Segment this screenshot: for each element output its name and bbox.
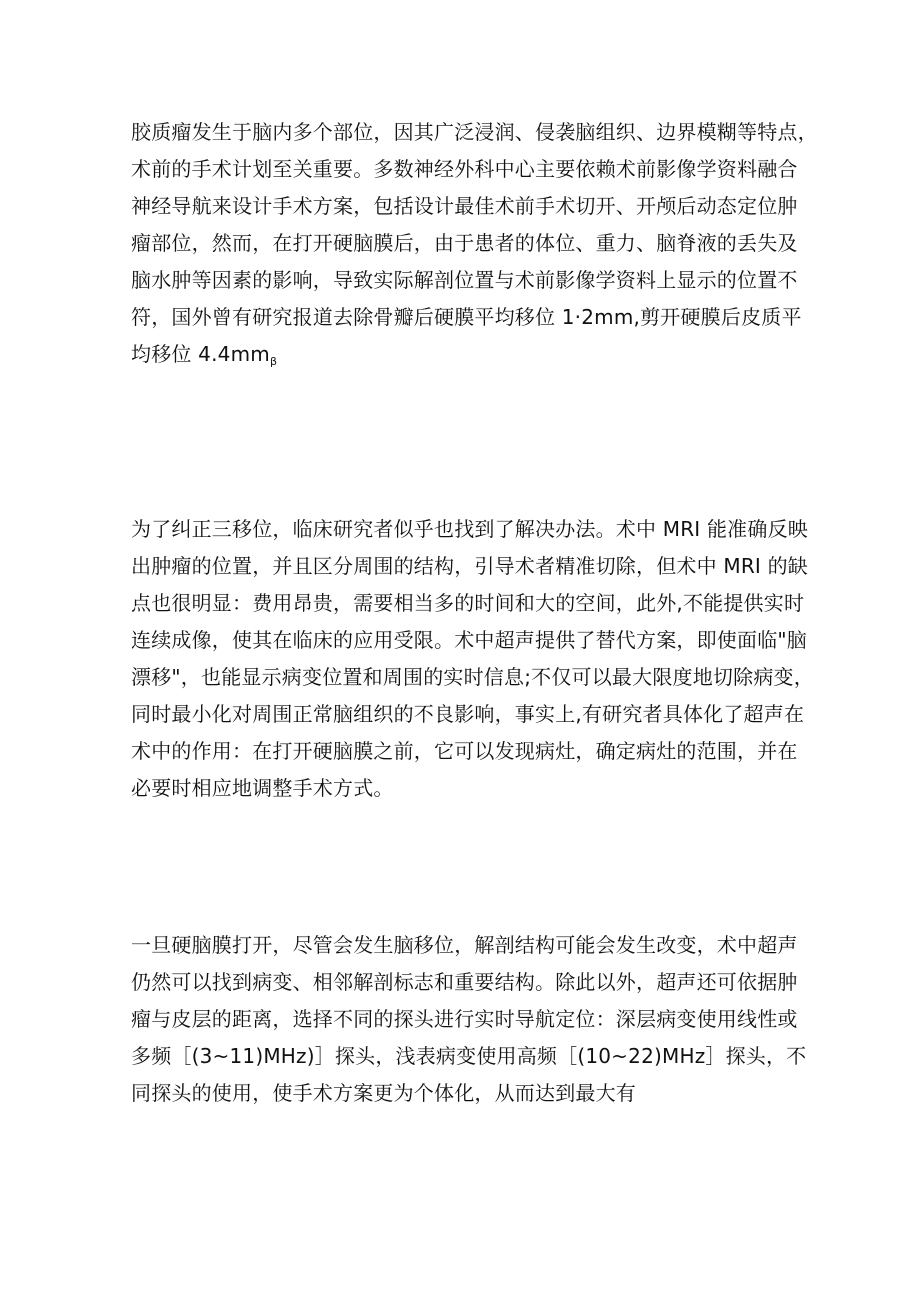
reference-marker: β xyxy=(269,355,278,368)
paragraph-line: 仍然可以找到病变、相邻解剖标志和重要结构。除此以外，超声还可依据肿 xyxy=(131,970,798,994)
paragraph-line: 出肿瘤的位置，并且区分周围的结构，引导术者精准切除，但术中 MRI 的缺 xyxy=(131,554,808,578)
paragraph-line: 一旦硬脑膜打开，尽管会发生脑移位，解剖结构可能会发生改变，术中超声 xyxy=(131,933,798,957)
paragraph-line: 多频［(3~11)MHz)］探头，浅表病变使用高频［(10~22)MHz］探头，不 xyxy=(131,1044,807,1068)
paragraph-line: 连续成像，使其在临床的应用受限。术中超声提供了替代方案，即使面临"脑 xyxy=(131,628,807,652)
paragraph-line: 点也很明显：费用昂贵，需要相当多的时间和大的空间，此外,不能提供实时 xyxy=(131,591,805,615)
paragraph-2 xyxy=(131,511,821,807)
paragraph-line: 漂移"，也能显示病变位置和周围的实时信息;不仅可以最大限度地切除病变， xyxy=(131,665,814,689)
paragraph-line: 必要时相应地调整手术方式。 xyxy=(131,776,394,800)
paragraph-line: 同探头的使用，使手术方案更为个体化，从而达到最大有 xyxy=(131,1081,636,1105)
paragraph-line: 符，国外曾有研究报道去除骨瓣后硬膜平均移位 1·2mm,剪开硬膜后皮质平 xyxy=(131,305,802,329)
paragraph-line: 胶质瘤发生于脑内多个部位，因其广泛浸润、侵袭脑组织、边界模糊等特点， xyxy=(131,120,818,144)
paragraph-1 xyxy=(131,114,821,373)
paragraph-line: 同时最小化对周围正常脑组织的不良影响，事实上,有研究者具体化了超声在 xyxy=(131,702,805,726)
paragraph-line-text: 均移位 4.4mm xyxy=(131,342,270,366)
paragraph-line: 术前的手术计划至关重要。多数神经外科中心主要依赖术前影像学资料融合 xyxy=(131,157,798,181)
paragraph-3 xyxy=(131,927,821,1112)
paragraph-line: 脑水肿等因素的影响，导致实际解剖位置与术前影像学资料上显示的位置不 xyxy=(131,268,798,292)
paragraph-last-line xyxy=(131,336,821,373)
paragraph-line: 瘤与皮层的距离，选择不同的探头进行实时导航定位：深层病变使用线性或 xyxy=(131,1007,798,1031)
paragraph-line: 术中的作用：在打开硬脑膜之前，它可以发现病灶，确定病灶的范围，并在 xyxy=(131,739,798,763)
paragraph-line: 为了纠正三移位，临床研究者似乎也找到了解决办法。术中 MRI 能准确反映 xyxy=(131,517,808,541)
paragraph-line: 瘤部位，然而，在打开硬脑膜后，由于患者的体位、重力、脑脊液的丢失及 xyxy=(131,231,798,255)
paragraph-line: 神经导航来设计手术方案，包括设计最佳术前手术切开、开颅后动态定位肿 xyxy=(131,194,798,218)
